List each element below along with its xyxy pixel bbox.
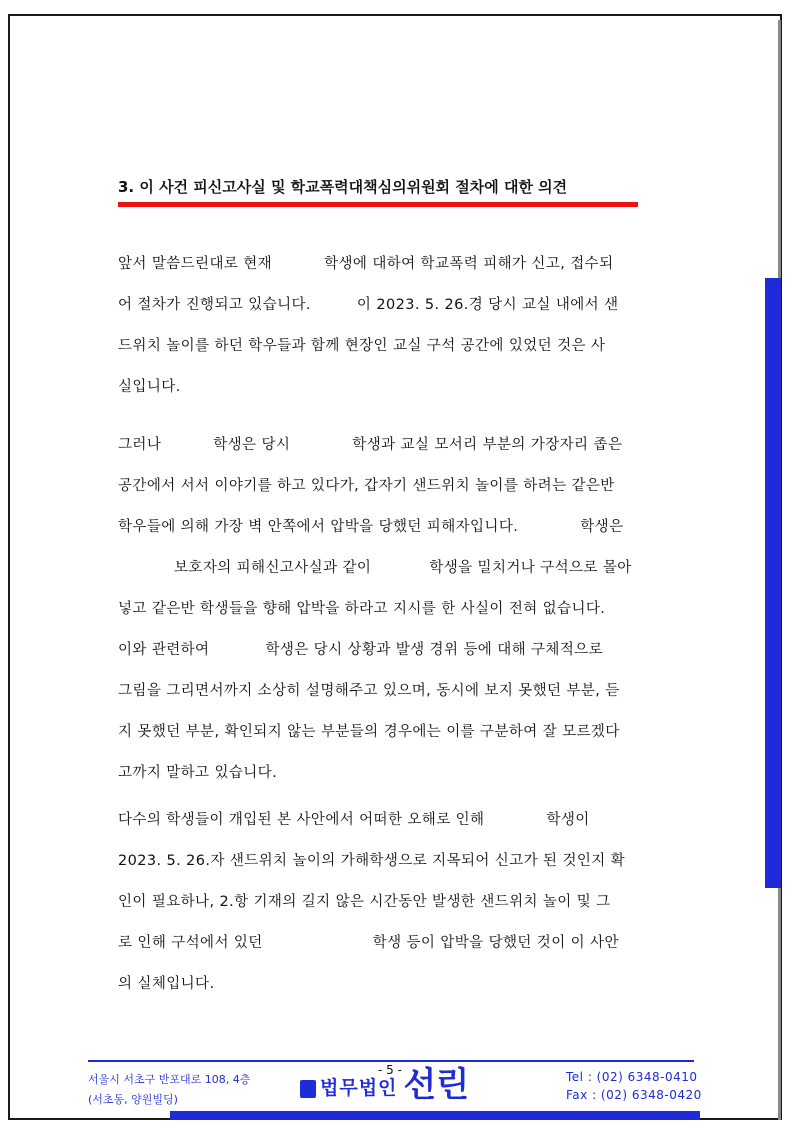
paragraph-line: 보호자의 피해신고사실과 같이 학생을 밀치거나 구석으로 몰아 bbox=[174, 560, 632, 576]
heading-underline bbox=[118, 202, 638, 207]
paragraph-line: 로 인해 구석에서 있던 학생 등이 압박을 당했던 것이 이 사안 bbox=[118, 935, 619, 951]
paragraph-2 bbox=[118, 425, 690, 794]
paragraph-line: 인이 필요하나, 2.항 기재의 길지 않은 시간동안 발생한 샌드위치 놀이 및 그 bbox=[118, 894, 611, 910]
firm-prefix: 법무법인 bbox=[320, 1077, 398, 1099]
paragraph-line: 2023. 5. 26.자 샌드위치 놀이의 가해학생으로 지목되어 신고가 된 것인지 확 bbox=[118, 853, 626, 869]
firm-logo bbox=[300, 1066, 469, 1104]
page-number: - 5 - bbox=[378, 1063, 402, 1077]
paragraph-line: 학우들에 의해 가장 벽 안쪽에서 압박을 당했던 피해자입니다. 학생은 bbox=[118, 519, 624, 535]
paragraph-line: 공간에서 서서 이야기를 하고 있다가, 갑자기 샌드위치 놀이를 하려는 같은반 bbox=[118, 478, 615, 494]
side-margin-bar bbox=[765, 278, 781, 888]
footer-fax: Fax : (02) 6348-0420 bbox=[566, 1088, 702, 1102]
paragraph-line: 이와 관련하여 학생은 당시 상황과 발생 경위 등에 대해 구체적으로 bbox=[118, 642, 604, 658]
footer-rule bbox=[88, 1060, 694, 1062]
paragraph-line: 넣고 같은반 학생들을 향해 압박을 하라고 지시를 한 사실이 전혀 없습니다. bbox=[118, 601, 606, 617]
footer-tel: Tel : (02) 6348-0410 bbox=[566, 1070, 698, 1084]
paragraph-line: 드위치 놀이를 하던 학우들과 함께 현장인 교실 구석 공간에 있었던 것은 사 bbox=[118, 338, 606, 354]
paragraph-1 bbox=[118, 244, 690, 408]
paragraph-3 bbox=[118, 800, 690, 1005]
paragraph-line: 지 못했던 부분, 확인되지 않는 부분들의 경우에는 이를 구분하여 잘 모르겠다 bbox=[118, 724, 620, 740]
firm-emblem-icon bbox=[300, 1080, 316, 1098]
paragraph-line: 실입니다. bbox=[118, 379, 181, 395]
paragraph-line: 어 절차가 진행되고 있습니다. 이 2023. 5. 26.경 당시 교실 내에서 샌 bbox=[118, 297, 619, 313]
paragraph-line: 고까지 말하고 있습니다. bbox=[118, 765, 278, 781]
footer-bottom-bar bbox=[170, 1111, 700, 1120]
firm-name: 선린 bbox=[403, 1065, 470, 1105]
paragraph-line: 다수의 학생들이 개입된 본 사안에서 어떠한 오해로 인해 학생이 bbox=[118, 812, 590, 828]
section-heading: 3. 이 사건 피신고사실 및 학교폭력대책심의위원회 절차에 대한 의견 bbox=[118, 178, 568, 196]
footer-address-line-2: (서초동, 양원빌딩) bbox=[88, 1093, 178, 1106]
footer-address-line-1: 서울시 서초구 반포대로 108, 4층 bbox=[88, 1073, 251, 1086]
paragraph-line: 앞서 말씀드린대로 현재 학생에 대하여 학교폭력 피해가 신고, 접수되 bbox=[118, 256, 614, 272]
paragraph-line: 그러나 학생은 당시 학생과 교실 모서리 부분의 가장자리 좁은 bbox=[118, 437, 623, 453]
paragraph-line: 그림을 그리면서까지 소상히 설명해주고 있으며, 동시에 보지 못했던 부분, 듣 bbox=[118, 683, 620, 699]
paragraph-line: 의 실체입니다. bbox=[118, 976, 215, 992]
